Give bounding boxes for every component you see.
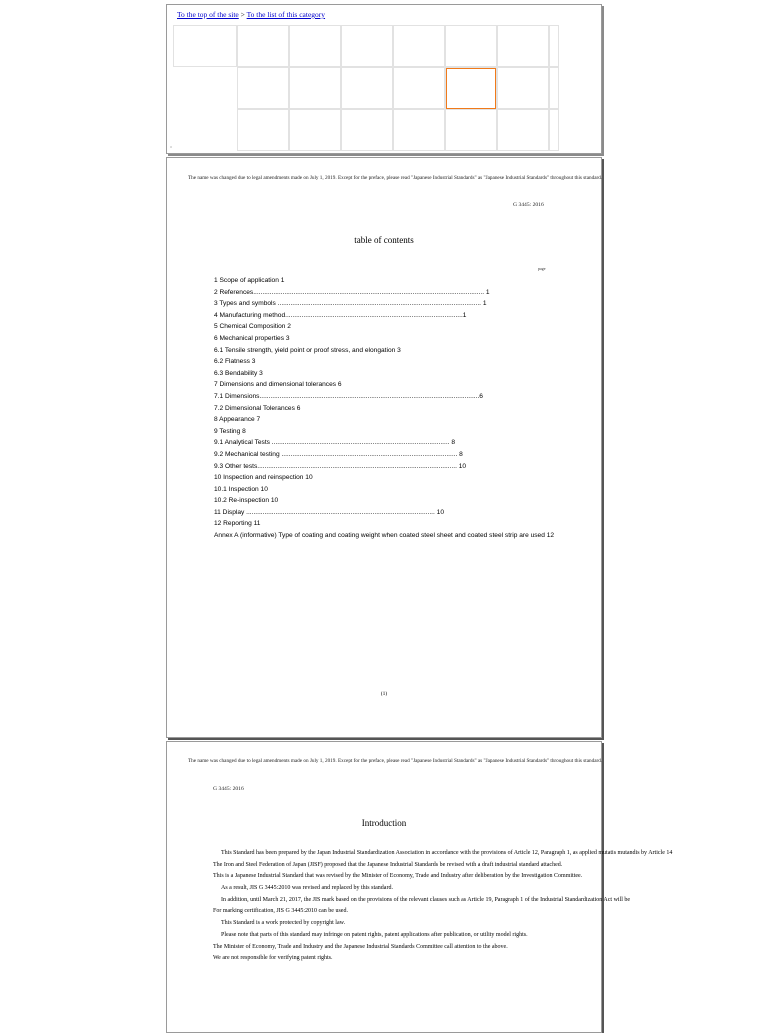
page-thumbnail[interactable] <box>497 25 549 67</box>
document-number: G 3445: 2016 <box>513 202 544 208</box>
intro-paragraph: The Iron and Steel Federation of Japan (JISF) proposed that the Japanese Industrial Standards be revised with a draft industrial standard attached. <box>213 861 563 868</box>
toc-entry: 1 Scope of application 1 <box>214 277 285 284</box>
toc-entry: 10 Inspection and reinspection 10 <box>214 474 313 482</box>
intro-paragraphs <box>213 848 672 965</box>
toc-entry: 6.2 Flatness 3 <box>214 358 256 366</box>
toc-entry: Annex A (informative) Type of coating and coating weight when coated steel sheet and coated steel strip are used 12 <box>214 532 555 540</box>
intro-title: Introduction <box>361 818 407 828</box>
toc-list <box>214 275 554 542</box>
page-thumbnail[interactable] <box>341 109 393 151</box>
document-page-intro <box>166 741 673 1033</box>
page-thumbnail[interactable] <box>237 25 289 67</box>
toc-entry: 9.1 Analytical Tests ................................................................................................. 8 <box>214 439 455 447</box>
toc-entry: 12 Reporting 11 <box>214 520 261 528</box>
intro-paragraph: For marking certification, JIS G 3445:2010 can be used. <box>213 908 348 915</box>
page-thumbnail[interactable] <box>549 67 559 109</box>
page-thumbnail[interactable] <box>237 109 289 151</box>
page-thumbnail[interactable] <box>341 67 393 109</box>
page-thumbnail[interactable] <box>341 25 393 67</box>
top-of-site-link[interactable]: To the top of the site <box>177 10 239 19</box>
name-change-notice: The name was changed due to legal amendments made on July 1, 2019. Except for the preface, please read "Japanese Industrial Standards" as "Japanese Industrial Standards" throughout this standard. <box>188 175 603 181</box>
intro-paragraph: This Standard has been prepared by the Japan Industrial Standardization Association in accordance with the provisions of Article 12, Paragraph 1, as applied mutatis mutandis by Article 14 <box>221 850 673 856</box>
page-thumbnail-grid <box>173 25 559 151</box>
page-thumbnail[interactable] <box>445 109 497 151</box>
breadcrumb <box>177 10 325 19</box>
page-number: (1) <box>380 691 388 697</box>
page-thumbnail[interactable] <box>549 109 559 151</box>
toc-entry: 8 Appearance 7 <box>214 416 261 424</box>
toc-entry: 5 Chemical Composition 2 <box>214 323 291 331</box>
page-column-header: page <box>538 266 546 271</box>
toc-entry: 6.1 Tensile strength, yield point or proof stress, and elongation 3 <box>214 346 401 354</box>
toc-entry: 2 References.............................................................................................................................. 1 <box>214 288 490 296</box>
page-thumbnail[interactable] <box>549 25 559 67</box>
page-navigator <box>166 4 602 154</box>
intro-paragraph: In addition, until March 21, 2017, the JIS mark based on the provisions of the relevant clauses such as Article 19, Paragraph 1 of the Industrial Standardization Act will be <box>221 896 631 903</box>
page-thumbnail[interactable] <box>289 109 341 151</box>
page-thumbnail[interactable] <box>173 25 237 67</box>
page-thumbnail[interactable] <box>497 109 549 151</box>
toc-entry: 4 Manufacturing method.................................................................................................1 <box>214 311 467 319</box>
page-thumbnail[interactable] <box>237 67 289 109</box>
toc-entry: 9 Testing 8 <box>214 427 246 435</box>
intro-paragraph: The Minister of Economy, Trade and Industry and the Japanese Industrial Standards Committee call attention to the above. <box>213 943 508 950</box>
page-thumbnail[interactable] <box>393 67 445 109</box>
page-thumbnail[interactable] <box>393 25 445 67</box>
page-thumbnail[interactable] <box>393 109 445 151</box>
intro-paragraph: This Standard is a work protected by copyright law. <box>221 920 346 927</box>
toc-entry: 10.2 Re-inspection 10 <box>214 497 279 505</box>
intro-paragraph: Please note that parts of this standard may infringe on patent rights, patent applications after publication, or utility model rights. <box>221 931 528 938</box>
toc-entry: 7 Dimensions and dimensional tolerances 6 <box>214 381 342 389</box>
intro-paragraph: This is a Japanese Industrial Standard that was revised by the Minister of Economy, Trade and Industry after deliberation by the Investigation Committee. <box>213 873 583 880</box>
category-list-link[interactable]: To the list of this category <box>246 10 326 19</box>
toc-entry: 11 Display ....................................................................................................... 10 <box>214 508 444 516</box>
toc-entry: 3 Types and symbols ............................................................................................................... 1 <box>214 300 487 308</box>
selected-page-thumbnail[interactable] <box>446 68 496 109</box>
toc-entry: 6 Mechanical properties 3 <box>214 334 290 342</box>
document-page-toc <box>166 157 602 738</box>
toc-entry: 9.2 Mechanical testing ................................................................................................ 8 <box>214 450 463 458</box>
page-thumbnail[interactable] <box>289 67 341 109</box>
toc-entry: 6.3 Bendability 3 <box>214 369 263 377</box>
breadcrumb-separator: > <box>240 10 245 19</box>
name-change-notice: The name was changed due to legal amendments made on July 1, 2019. Except for the preface, please read "Japanese Industrial Standards" as "Japanese Industrial Standards" throughout this standard. <box>188 758 603 764</box>
toc-entry: 7.1 Dimensions........................................................................................................................6 <box>214 392 483 400</box>
intro-paragraph: We are not responsible for verifying patent rights. <box>213 955 333 962</box>
toc-entry: 7.2 Dimensional Tolerances 6 <box>214 404 301 412</box>
resize-icon[interactable]: ▫ <box>170 145 173 151</box>
page-thumbnail[interactable] <box>289 25 341 67</box>
toc-entry: 10.1 Inspection 10 <box>214 485 268 493</box>
toc-title: table of contents <box>354 235 414 245</box>
document-number: G 3445: 2016 <box>213 786 244 792</box>
toc-entry: 9.3 Other tests............................................................................................................. 10 <box>214 462 467 470</box>
page-thumbnail[interactable] <box>497 67 549 109</box>
page-thumbnail[interactable] <box>445 25 497 67</box>
intro-paragraph: As a result, JIS G 3445:2010 was revised and replaced by this standard. <box>221 885 393 892</box>
